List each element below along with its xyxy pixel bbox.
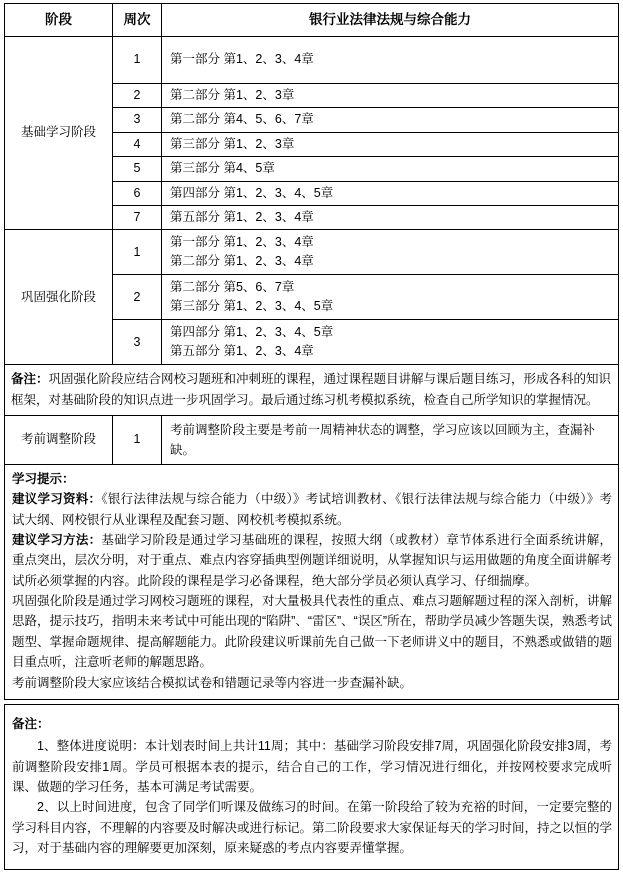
week-number: 1 xyxy=(113,415,162,464)
table-note-row xyxy=(5,365,619,416)
note-label: 备注： xyxy=(11,372,49,387)
final-notes-block xyxy=(4,704,619,870)
header-week: 周次 xyxy=(113,4,162,37)
header-subject: 银行业法律法规与综合能力 xyxy=(162,4,619,37)
table-body xyxy=(5,4,619,465)
week-number: 4 xyxy=(113,132,162,156)
topic-content: 第四部分 第1、2、3、4、5章 xyxy=(162,181,619,205)
study-tips-title: 学习提示： xyxy=(12,471,75,486)
header-stage: 阶段 xyxy=(5,4,113,37)
note-text: 巩固强化阶段应结合网校习题班和冲刺班的课程，通过课程题目讲解与课后题目练习，形成各科的知识框架，对基础阶段的知识点进一步巩固学习。最后通过练习机考模拟系统，检查自己所学知识的掌握情况。 xyxy=(11,372,612,407)
week-number: 3 xyxy=(113,108,162,132)
week-number: 3 xyxy=(113,320,162,365)
study-method-paragraph xyxy=(12,530,612,591)
topic-content: 考前调整阶段主要是考前一周精神状态的调整，学习应该以回顾为主，查漏补缺。 xyxy=(162,415,619,464)
stage-label-basic: 基础学习阶段 xyxy=(5,37,113,230)
note-cell xyxy=(5,365,619,416)
week-number: 1 xyxy=(113,230,162,275)
week-number: 2 xyxy=(113,275,162,320)
topic-content: 第三部分 第1、2、3章 xyxy=(162,132,619,156)
study-method-text: 基础学习阶段是通过学习基础班的课程，按照大纲（或教材）章节体系进行全面系统讲解，重点突出，层次分明，对于重点、难点内容穿插典型例题详细说明，从掌握知识与运用做题的角度全面讲解考试所必须掌握的内容。此阶段的课程是学习必备课程，绝大部分学员必须认真学习、仔细揣摩。 xyxy=(12,532,613,588)
week-number: 2 xyxy=(113,84,162,108)
pre-exam-paragraph: 考前调整阶段大家应该结合模拟试卷和错题记录等内容进一步查漏补缺。 xyxy=(12,675,413,690)
topic-content: 第五部分 第1、2、3、4章 xyxy=(162,205,619,229)
stage-label-pre-exam: 考前调整阶段 xyxy=(5,415,113,464)
table-row xyxy=(5,415,619,464)
study-method-label: 建议学习方法： xyxy=(12,532,102,547)
table-header-row xyxy=(5,4,619,37)
topic-content: 第二部分 第4、5、6、7章 xyxy=(162,108,619,132)
study-plan-table xyxy=(4,3,619,465)
topic-line: 第五部分 第1、2、3、4章 xyxy=(170,344,314,359)
week-number: 6 xyxy=(113,181,162,205)
study-tips-block xyxy=(4,464,619,700)
topic-line: 第四部分 第1、2、3、4、5章 xyxy=(170,324,334,339)
final-notes-title: 备注： xyxy=(12,716,50,731)
table-row xyxy=(5,37,619,84)
table-row xyxy=(5,230,619,275)
stage-label-consolidation: 巩固强化阶段 xyxy=(5,230,113,365)
week-number: 7 xyxy=(113,205,162,229)
final-note-item-1: 1、整体进度说明：本计划表时间上共计11周；其中：基础学习阶段安排7周，巩固强化阶段安排3周，考前调整阶段安排1周。学员可根据本表的提示，结合自己的工作，学习情况进行细化，并按网校要求完成听课、做题的学习任务，基本可满足考试需要。 xyxy=(12,739,612,794)
topic-line: 第三部分 第1、2、3、4、5章 xyxy=(170,299,334,314)
week-number: 5 xyxy=(113,157,162,181)
final-note-item-2: 2、以上时间进度，包含了同学们听课及做练习的时间。在第一阶段给了较为充裕的时间，一定要完整的学习科目内容，不理解的内容要及时解决或进行标记。第二阶段要求大家保证每天的学习时间，持之以恒的学习，对于基础内容的理解要更加深刻，原来疑惑的考点内容要弄懂掌握。 xyxy=(12,800,613,856)
study-materials-text: 《银行法律法规与综合能力（中级）》考试培训教材、《银行法律法规与综合能力（中级）》考试大纲、网校银行从业课程及配套习题、网校机考模拟系统。 xyxy=(12,492,612,527)
topic-content: 第二部分 第1、2、3章 xyxy=(162,84,619,108)
topic-content: 第三部分 第4、5章 xyxy=(162,157,619,181)
topic-content xyxy=(162,320,619,365)
topic-line: 第二部分 第5、6、7章 xyxy=(170,279,295,294)
study-materials-paragraph xyxy=(12,489,612,530)
study-materials-label: 建议学习资料： xyxy=(12,492,102,507)
topic-line: 第一部分 第1、2、3、4章 xyxy=(170,234,314,249)
topic-content xyxy=(162,275,619,320)
consolidation-paragraph: 巩固强化阶段是通过学习网校习题班的课程，对大量极具代表性的重点、难点习题解题过程的深入剖析，讲解思路，提示技巧，指明未来考试中可能出现的“陷阱”、“雷区”、“误区”所在，帮助学员减少答题失误，熟悉考试题型、掌握命题规律、提高解题能力。此阶段建议听课前先自己做一下老师讲义中的题目，不熟悉或做错的题目重点听，注意听老师的解题思路。 xyxy=(12,594,613,670)
topic-content xyxy=(162,230,619,275)
week-number: 1 xyxy=(113,37,162,84)
topic-line: 第二部分 第1、2、3、4章 xyxy=(170,254,314,269)
topic-content: 第一部分 第1、2、3、4章 xyxy=(162,37,619,84)
